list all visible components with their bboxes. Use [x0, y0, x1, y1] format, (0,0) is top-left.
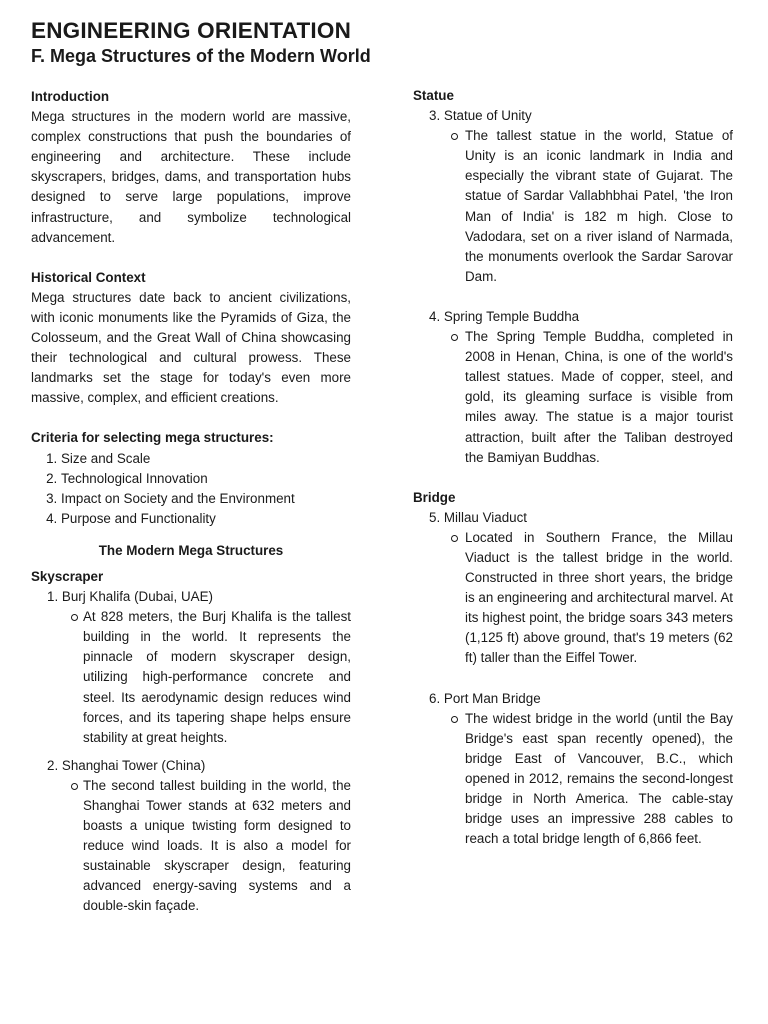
- item-bullet: [413, 126, 733, 287]
- item-title: 4. Spring Temple Buddha: [429, 308, 580, 324]
- item-text: Located in Southern France, the Millau Viaduct is the tallest bridge in the world. Constructed in three short years, the bridge is an engineering and architectural marvel. At its highest point, the bridge soars 343 meters (1,125 ft) above ground, that's 19 meters (62 ft) taller than the Eiffel Tower.: [465, 529, 733, 666]
- bullet-icon: [451, 133, 458, 140]
- item-title: 3. Statue of Unity: [429, 108, 532, 124]
- item-title: 5. Millau Viaduct: [429, 509, 528, 525]
- bullet-icon: [451, 535, 458, 542]
- item-bullet: [413, 327, 733, 468]
- criteria-item: 4. Purpose and Functionality: [61, 509, 351, 529]
- left-column: [31, 87, 351, 917]
- bullet-icon: [451, 334, 458, 341]
- page-subtitle: F. Mega Structures of the Modern World: [31, 46, 371, 66]
- item-title: 1. Burj Khalifa (Dubai, UAE): [47, 589, 213, 605]
- statue-heading: Statue: [413, 88, 454, 103]
- skyscraper-heading: Skyscraper: [31, 568, 104, 584]
- criteria-heading: Criteria for selecting mega structures:: [31, 430, 274, 446]
- bullet-icon: [451, 716, 458, 723]
- history-text: Mega structures date back to ancient civilizations, with iconic monuments like the Pyramids of Giza, the Colosseum, and the Great Wall of China showcasing their technological and cultural prowess. These landmarks set the stage for today's even more massive, complex, and efficient creations.: [31, 289, 351, 406]
- item-bullet: [31, 776, 351, 917]
- bullet-icon: [71, 783, 78, 790]
- item-text: The Spring Temple Buddha, completed in 2008 in Henan, China, is one of the world's tallest statues. Made of copper, steel, and gold, its gleaming surface is visible from miles away. The statue is a major tourist attraction, built after the Taliban destroyed the Bamiyan Buddhas.: [465, 329, 733, 465]
- bridge-heading: Bridge: [413, 489, 456, 505]
- item-text: The widest bridge in the world (until the Bay Bridge's east span recently opened), the bridge East of Vancouver, B.C., which opened in 2012, remains the second-longest bridge in North America. The cable-stay bridge uses an impressive 288 cables to reach a total bridge length of 6,866 feet.: [465, 710, 733, 847]
- item-title: 6. Port Man Bridge: [429, 690, 541, 706]
- criteria-item: 3. Impact on Society and the Environment: [61, 489, 351, 509]
- item-bullet: [413, 528, 733, 669]
- item-bullet: [31, 607, 351, 748]
- introduction-text: Mega structures in the modern world are massive, complex constructions that push the boundaries of engineering and architecture. These include skyscrapers, bridges, dams, and transportation hubs designed to serve large populations, improve infrastructure, and symbolize technological advancement.: [31, 109, 351, 245]
- right-column: [413, 86, 733, 849]
- item-text: The second tallest building in the world, the Shanghai Tower stands at 632 meters and boasts a unique twisting form designed to reduce wind loads. It is also a model for sustainable skyscraper design, featuring advanced energy-saving systems and a double-skin façade.: [83, 777, 351, 914]
- introduction-heading: Introduction: [31, 89, 110, 104]
- item-title: 2. Shanghai Tower (China): [47, 757, 206, 773]
- title-block: [31, 18, 371, 68]
- item-text: At 828 meters, the Burj Khalifa is the tallest building in the world. It represents the pinnacle of modern skyscraper design, utilizing high-performance concrete and steel. Its aerodynamic design reduces wind forces, and its tapering shape helps ensure stability at great heights.: [83, 609, 351, 745]
- criteria-list: [31, 449, 351, 529]
- criteria-item: 2. Technological Innovation: [61, 469, 351, 489]
- item-text: The tallest statue in the world, Statue of Unity is an iconic landmark in India and especially the vibrant state of Gujarat. The statue of Sardar Vallabhbhai Patel, 'the Iron Man of India' is 182 m high. Close to Vadodara, set on a river island of Narmada, the monuments overlook the Sardar Sarovar Dam.: [465, 128, 733, 284]
- bullet-icon: [71, 614, 78, 621]
- item-bullet: [413, 709, 733, 850]
- history-heading: Historical Context: [31, 269, 146, 285]
- modern-heading: The Modern Mega Structures: [98, 542, 284, 558]
- page-title: ENGINEERING ORIENTATION: [31, 18, 352, 43]
- criteria-item: 1. Size and Scale: [61, 449, 351, 469]
